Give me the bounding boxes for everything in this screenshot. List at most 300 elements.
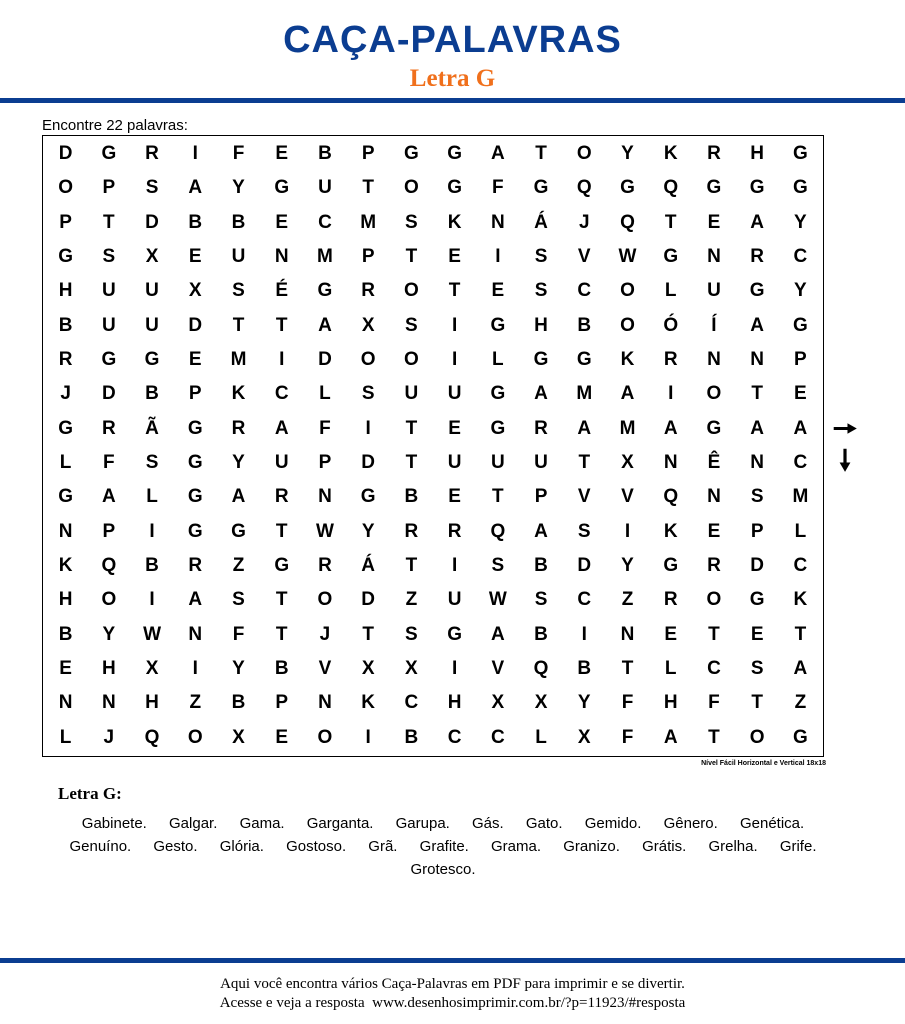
grid-cell[interactable]: N xyxy=(274,246,289,268)
grid-cell[interactable]: P xyxy=(794,349,807,371)
grid-cell[interactable]: T xyxy=(275,589,288,611)
grid-cell[interactable]: E xyxy=(448,417,461,439)
grid-cell[interactable]: G xyxy=(749,589,765,611)
grid-cell[interactable]: O xyxy=(187,726,203,748)
grid-cell[interactable]: S xyxy=(577,520,591,542)
grid-cell[interactable]: X xyxy=(491,692,505,714)
grid-cell[interactable]: R xyxy=(101,417,116,439)
grid-cell[interactable]: C xyxy=(490,726,505,748)
grid-cell[interactable]: P xyxy=(361,143,375,165)
grid-cell[interactable]: N xyxy=(620,623,635,645)
grid-cell[interactable]: K xyxy=(58,555,73,577)
grid-cell[interactable]: H xyxy=(750,143,765,165)
grid-cell[interactable]: T xyxy=(275,314,288,336)
grid-cell[interactable]: O xyxy=(360,349,376,371)
grid-cell[interactable]: G xyxy=(533,177,549,199)
grid-cell[interactable]: R xyxy=(361,280,376,302)
grid-cell[interactable]: S xyxy=(750,486,764,508)
grid-cell[interactable]: R xyxy=(707,555,721,577)
grid-cell[interactable]: T xyxy=(405,452,418,474)
grid-cell[interactable]: F xyxy=(232,623,245,645)
grid-cell[interactable]: G xyxy=(533,349,549,371)
grid-cell[interactable]: G xyxy=(317,280,333,302)
grid-cell[interactable]: G xyxy=(490,417,506,439)
grid-cell[interactable]: N xyxy=(707,486,721,508)
grid-cell[interactable]: E xyxy=(188,349,202,371)
grid-cell[interactable]: P xyxy=(275,692,289,714)
grid-cell[interactable]: U xyxy=(318,177,332,199)
grid-cell[interactable]: U xyxy=(447,383,462,405)
grid-cell[interactable]: I xyxy=(192,658,198,680)
grid-cell[interactable]: G xyxy=(447,623,462,645)
grid-cell[interactable]: F xyxy=(319,417,331,439)
grid-cell[interactable]: T xyxy=(405,555,418,577)
grid-cell[interactable]: W xyxy=(143,623,162,645)
grid-cell[interactable]: V xyxy=(577,246,591,268)
grid-cell[interactable]: K xyxy=(663,143,678,165)
grid-cell[interactable]: L xyxy=(664,280,677,302)
grid-cell[interactable]: B xyxy=(188,211,203,233)
grid-cell[interactable]: X xyxy=(361,658,375,680)
grid-cell[interactable]: S xyxy=(534,246,548,268)
grid-cell[interactable]: A xyxy=(663,417,678,439)
grid-cell[interactable]: G xyxy=(274,177,290,199)
grid-cell[interactable]: G xyxy=(706,417,722,439)
grid-cell[interactable]: I xyxy=(279,349,285,371)
grid-cell[interactable]: L xyxy=(794,520,807,542)
grid-cell[interactable]: B xyxy=(534,623,548,645)
grid-cell[interactable]: G xyxy=(620,177,635,199)
grid-cell[interactable]: R xyxy=(274,486,289,508)
grid-cell[interactable]: N xyxy=(663,452,678,474)
grid-cell[interactable]: A xyxy=(101,486,116,508)
grid-cell[interactable]: S xyxy=(534,589,548,611)
grid-cell[interactable]: X xyxy=(577,726,591,748)
grid-cell[interactable]: O xyxy=(101,589,117,611)
grid-cell[interactable]: I xyxy=(451,555,458,577)
grid-cell[interactable]: F xyxy=(103,452,115,474)
grid-cell[interactable]: U xyxy=(101,314,116,336)
grid-cell[interactable]: K xyxy=(793,589,808,611)
grid-cell[interactable]: G xyxy=(231,520,246,542)
grid-cell[interactable]: U xyxy=(534,452,548,474)
grid-cell[interactable]: G xyxy=(187,452,203,474)
grid-cell[interactable]: G xyxy=(447,177,462,199)
grid-cell[interactable]: F xyxy=(492,177,504,199)
grid-cell[interactable]: V xyxy=(577,486,591,508)
grid-cell[interactable]: H xyxy=(663,692,678,714)
grid-cell[interactable]: I xyxy=(451,349,458,371)
grid-cell[interactable]: P xyxy=(188,383,202,405)
grid-cell[interactable]: T xyxy=(708,623,720,645)
grid-cell[interactable]: T xyxy=(794,623,807,645)
grid-cell[interactable]: Y xyxy=(102,623,116,645)
grid-cell[interactable]: Q xyxy=(533,658,549,680)
grid-cell[interactable]: Z xyxy=(189,692,202,714)
grid-cell[interactable]: Ó xyxy=(663,314,679,336)
grid-cell[interactable]: X xyxy=(534,692,548,714)
grid-cell[interactable]: E xyxy=(794,383,807,405)
grid-cell[interactable]: D xyxy=(318,349,332,371)
grid-cell[interactable]: O xyxy=(403,177,419,199)
grid-cell[interactable]: Q xyxy=(101,555,117,577)
grid-cell[interactable]: F xyxy=(232,143,245,165)
grid-cell[interactable]: B xyxy=(231,211,246,233)
grid-cell[interactable]: G xyxy=(663,555,679,577)
grid-cell[interactable]: Z xyxy=(621,589,634,611)
grid-cell[interactable]: N xyxy=(58,692,73,714)
grid-cell[interactable]: S xyxy=(405,623,418,645)
grid-cell[interactable]: I xyxy=(149,520,155,542)
grid-cell[interactable]: G xyxy=(576,349,592,371)
grid-cell[interactable]: Z xyxy=(794,692,807,714)
grid-cell[interactable]: S xyxy=(232,280,245,302)
grid-cell[interactable]: R xyxy=(447,520,462,542)
grid-cell[interactable]: T xyxy=(621,658,634,680)
grid-cell[interactable]: G xyxy=(187,486,203,508)
grid-cell[interactable]: T xyxy=(232,314,245,336)
grid-cell[interactable]: A xyxy=(231,486,246,508)
grid-cell[interactable]: A xyxy=(750,314,765,336)
grid-cell[interactable]: Á xyxy=(534,211,548,233)
grid-cell[interactable]: M xyxy=(230,349,247,371)
grid-cell[interactable]: F xyxy=(708,692,720,714)
grid-cell[interactable]: I xyxy=(149,589,155,611)
grid-cell[interactable]: T xyxy=(492,486,504,508)
grid-cell[interactable]: G xyxy=(58,486,73,508)
grid-cell[interactable]: L xyxy=(492,349,504,371)
grid-cell[interactable]: H xyxy=(58,280,73,302)
grid-cell[interactable]: C xyxy=(707,658,721,680)
grid-cell[interactable]: G xyxy=(792,177,808,199)
grid-cell[interactable]: R xyxy=(750,246,765,268)
grid-cell[interactable]: Q xyxy=(663,177,679,199)
grid-cell[interactable]: B xyxy=(318,143,332,165)
grid-cell[interactable]: I xyxy=(581,623,587,645)
grid-cell[interactable]: U xyxy=(404,383,419,405)
grid-cell[interactable]: E xyxy=(750,623,764,645)
grid-cell[interactable]: S xyxy=(405,314,418,336)
grid-cell[interactable]: G xyxy=(144,349,160,371)
grid-cell[interactable]: O xyxy=(58,177,73,199)
grid-cell[interactable]: V xyxy=(318,658,332,680)
grid-cell[interactable]: S xyxy=(145,177,159,199)
grid-cell[interactable]: H xyxy=(101,658,116,680)
grid-cell[interactable]: A xyxy=(663,726,678,748)
grid-cell[interactable]: I xyxy=(365,726,371,748)
grid-cell[interactable]: O xyxy=(620,314,635,336)
grid-cell[interactable]: G xyxy=(447,143,462,165)
grid-cell[interactable]: N xyxy=(490,211,505,233)
grid-cell[interactable]: B xyxy=(145,383,159,405)
grid-cell[interactable]: F xyxy=(621,726,634,748)
grid-cell[interactable]: G xyxy=(58,417,73,439)
grid-cell[interactable]: T xyxy=(362,623,374,645)
grid-cell[interactable]: A xyxy=(793,658,808,680)
grid-cell[interactable]: D xyxy=(188,314,203,336)
grid-cell[interactable]: N xyxy=(101,692,116,714)
grid-cell[interactable]: M xyxy=(792,486,809,508)
grid-cell[interactable]: E xyxy=(275,143,289,165)
grid-cell[interactable]: T xyxy=(103,211,115,233)
grid-cell[interactable]: G xyxy=(58,246,73,268)
grid-cell[interactable]: J xyxy=(103,726,115,748)
grid-cell[interactable]: B xyxy=(274,658,289,680)
grid-cell[interactable]: F xyxy=(621,692,634,714)
grid-cell[interactable]: Y xyxy=(577,692,591,714)
grid-cell[interactable]: H xyxy=(58,589,73,611)
grid-cell[interactable]: P xyxy=(102,177,116,199)
grid-cell[interactable]: Y xyxy=(361,520,375,542)
grid-cell[interactable]: C xyxy=(793,452,808,474)
grid-cell[interactable]: U xyxy=(231,246,246,268)
grid-cell[interactable]: T xyxy=(664,211,677,233)
grid-cell[interactable]: P xyxy=(361,246,375,268)
grid-cell[interactable]: P xyxy=(59,211,72,233)
grid-cell[interactable]: Y xyxy=(621,555,634,577)
grid-cell[interactable]: S xyxy=(750,658,764,680)
grid-cell[interactable]: U xyxy=(447,452,462,474)
grid-cell[interactable]: K xyxy=(231,383,246,405)
grid-cell[interactable]: G xyxy=(792,143,808,165)
grid-cell[interactable]: G xyxy=(490,383,506,405)
grid-cell[interactable]: U xyxy=(447,589,462,611)
grid-cell[interactable]: S xyxy=(145,452,159,474)
grid-cell[interactable]: R xyxy=(318,555,332,577)
grid-cell[interactable]: D xyxy=(101,383,116,405)
grid-cell[interactable]: B xyxy=(145,555,159,577)
grid-cell[interactable]: C xyxy=(577,280,592,302)
grid-cell[interactable]: N xyxy=(188,623,203,645)
grid-cell[interactable]: U xyxy=(101,280,116,302)
grid-cell[interactable]: X xyxy=(361,314,375,336)
grid-cell[interactable]: G xyxy=(403,143,419,165)
grid-cell[interactable]: T xyxy=(535,143,547,165)
grid-cell[interactable]: G xyxy=(274,555,290,577)
grid-cell[interactable]: E xyxy=(448,486,461,508)
grid-cell[interactable]: K xyxy=(620,349,635,371)
grid-cell[interactable]: L xyxy=(146,486,158,508)
grid-cell[interactable]: Y xyxy=(621,143,634,165)
grid-cell[interactable]: A xyxy=(534,383,548,405)
grid-cell[interactable]: A xyxy=(490,143,505,165)
grid-cell[interactable]: X xyxy=(188,280,202,302)
grid-cell[interactable]: C xyxy=(274,383,289,405)
grid-cell[interactable]: W xyxy=(315,520,334,542)
grid-cell[interactable]: T xyxy=(578,452,591,474)
grid-cell[interactable]: R xyxy=(404,520,419,542)
grid-cell[interactable]: O xyxy=(403,349,419,371)
grid-cell[interactable]: K xyxy=(663,520,678,542)
grid-cell[interactable]: Q xyxy=(620,211,635,233)
grid-cell[interactable]: E xyxy=(59,658,72,680)
grid-cell[interactable]: Y xyxy=(232,452,245,474)
grid-cell[interactable]: B xyxy=(534,555,548,577)
grid-cell[interactable]: D xyxy=(750,555,765,577)
grid-cell[interactable]: Q xyxy=(576,177,592,199)
grid-cell[interactable]: J xyxy=(60,383,71,405)
grid-cell[interactable]: Y xyxy=(794,280,807,302)
grid-cell[interactable]: X xyxy=(232,726,245,748)
grid-cell[interactable]: J xyxy=(319,623,331,645)
grid-cell[interactable]: I xyxy=(451,314,458,336)
grid-cell[interactable]: E xyxy=(448,246,461,268)
grid-cell[interactable]: E xyxy=(491,280,505,302)
grid-cell[interactable]: S xyxy=(361,383,375,405)
grid-cell[interactable]: I xyxy=(624,520,631,542)
grid-cell[interactable]: R xyxy=(145,143,159,165)
grid-cell[interactable]: Ê xyxy=(707,452,721,474)
grid-cell[interactable]: J xyxy=(578,211,590,233)
grid-cell[interactable]: E xyxy=(707,520,721,542)
grid-cell[interactable]: V xyxy=(621,486,634,508)
grid-cell[interactable]: E xyxy=(188,246,202,268)
grid-cell[interactable]: R xyxy=(188,555,203,577)
grid-cell[interactable]: T xyxy=(751,692,763,714)
grid-cell[interactable]: M xyxy=(619,417,636,439)
grid-cell[interactable]: U xyxy=(490,452,505,474)
grid-cell[interactable]: I xyxy=(495,246,501,268)
grid-cell[interactable]: O xyxy=(620,280,635,302)
grid-cell[interactable]: T xyxy=(405,417,418,439)
grid-cell[interactable]: B xyxy=(404,486,419,508)
grid-cell[interactable]: Q xyxy=(490,520,506,542)
grid-cell[interactable]: G xyxy=(706,177,722,199)
grid-cell[interactable]: A xyxy=(577,417,592,439)
grid-cell[interactable]: B xyxy=(58,623,73,645)
grid-cell[interactable]: A xyxy=(188,177,203,199)
grid-cell[interactable]: C xyxy=(577,589,592,611)
grid-cell[interactable]: G xyxy=(360,486,376,508)
grid-cell[interactable]: B xyxy=(577,314,592,336)
grid-cell[interactable]: B xyxy=(231,692,246,714)
grid-cell[interactable]: E xyxy=(275,211,289,233)
grid-cell[interactable]: A xyxy=(620,383,635,405)
grid-cell[interactable]: G xyxy=(749,177,765,199)
grid-cell[interactable]: T xyxy=(448,280,461,302)
grid-cell[interactable]: W xyxy=(488,589,507,611)
grid-cell[interactable]: A xyxy=(274,417,289,439)
grid-cell[interactable]: R xyxy=(58,349,73,371)
grid-cell[interactable]: Y xyxy=(794,211,807,233)
grid-cell[interactable]: H xyxy=(534,314,548,336)
grid-cell[interactable]: O xyxy=(706,589,722,611)
grid-cell[interactable]: K xyxy=(447,211,462,233)
grid-cell[interactable]: X xyxy=(145,246,159,268)
grid-cell[interactable]: G xyxy=(792,314,808,336)
grid-cell[interactable]: C xyxy=(318,211,332,233)
grid-cell[interactable]: X xyxy=(145,658,159,680)
grid-cell[interactable]: S xyxy=(102,246,116,268)
grid-cell[interactable]: D xyxy=(145,211,159,233)
grid-cell[interactable]: A xyxy=(188,589,203,611)
grid-cell[interactable]: T xyxy=(405,246,418,268)
grid-cell[interactable]: G xyxy=(101,143,117,165)
grid-cell[interactable]: R xyxy=(707,143,721,165)
grid-cell[interactable]: G xyxy=(663,246,679,268)
grid-cell[interactable]: R xyxy=(663,349,678,371)
grid-cell[interactable]: D xyxy=(361,452,376,474)
grid-cell[interactable]: G xyxy=(792,726,808,748)
grid-cell[interactable]: R xyxy=(534,417,548,439)
grid-cell[interactable]: O xyxy=(576,143,592,165)
grid-cell[interactable]: Z xyxy=(405,589,418,611)
grid-cell[interactable]: Ã xyxy=(145,417,159,439)
grid-cell[interactable]: S xyxy=(491,555,505,577)
grid-cell[interactable]: T xyxy=(708,726,720,748)
grid-cell[interactable]: O xyxy=(749,726,765,748)
grid-cell[interactable]: K xyxy=(361,692,376,714)
grid-cell[interactable]: D xyxy=(361,589,376,611)
grid-cell[interactable]: P xyxy=(102,520,116,542)
grid-cell[interactable]: D xyxy=(58,143,73,165)
grid-cell[interactable]: O xyxy=(317,589,333,611)
grid-cell[interactable]: U xyxy=(707,280,721,302)
grid-cell[interactable]: N xyxy=(750,349,765,371)
grid-cell[interactable]: É xyxy=(275,280,289,302)
grid-cell[interactable]: P xyxy=(534,486,548,508)
grid-cell[interactable]: M xyxy=(317,246,333,268)
grid-cell[interactable]: I xyxy=(668,383,674,405)
grid-cell[interactable]: X xyxy=(621,452,634,474)
grid-cell[interactable]: Á xyxy=(361,555,376,577)
grid-cell[interactable]: I xyxy=(192,143,198,165)
grid-cell[interactable]: O xyxy=(317,726,333,748)
grid-cell[interactable]: Í xyxy=(711,314,717,336)
grid-cell[interactable]: M xyxy=(576,383,593,405)
grid-cell[interactable]: A xyxy=(750,211,765,233)
grid-cell[interactable]: Q xyxy=(144,726,160,748)
grid-cell[interactable]: U xyxy=(274,452,289,474)
grid-cell[interactable]: Q xyxy=(663,486,679,508)
grid-cell[interactable]: I xyxy=(451,658,458,680)
grid-cell[interactable]: U xyxy=(145,280,159,302)
grid-cell[interactable]: H xyxy=(447,692,462,714)
grid-cell[interactable]: A xyxy=(318,314,332,336)
grid-cell[interactable]: M xyxy=(360,211,377,233)
grid-cell[interactable]: E xyxy=(275,726,289,748)
grid-cell[interactable]: I xyxy=(365,417,371,439)
grid-cell[interactable]: Y xyxy=(232,177,245,199)
grid-cell[interactable]: T xyxy=(275,623,288,645)
grid-cell[interactable]: S xyxy=(405,211,418,233)
grid-cell[interactable]: E xyxy=(707,211,721,233)
grid-cell[interactable]: W xyxy=(618,246,637,268)
grid-cell[interactable]: D xyxy=(577,555,592,577)
grid-cell[interactable]: U xyxy=(145,314,159,336)
grid-cell[interactable]: S xyxy=(232,589,245,611)
grid-cell[interactable]: N xyxy=(318,486,332,508)
grid-cell[interactable]: G xyxy=(187,417,203,439)
grid-cell[interactable]: X xyxy=(405,658,418,680)
grid-cell[interactable]: A xyxy=(793,417,808,439)
grid-cell[interactable]: N xyxy=(707,246,721,268)
grid-cell[interactable]: B xyxy=(58,314,73,336)
grid-cell[interactable]: C xyxy=(793,246,808,268)
grid-cell[interactable]: P xyxy=(750,520,764,542)
grid-cell[interactable]: S xyxy=(534,280,548,302)
grid-cell[interactable]: O xyxy=(403,280,419,302)
grid-cell[interactable]: L xyxy=(319,383,331,405)
grid-cell[interactable]: T xyxy=(275,520,288,542)
grid-cell[interactable]: C xyxy=(793,555,808,577)
grid-cell[interactable]: G xyxy=(490,314,506,336)
grid-cell[interactable]: R xyxy=(231,417,246,439)
grid-cell[interactable]: G xyxy=(749,280,765,302)
grid-cell[interactable]: A xyxy=(750,417,765,439)
grid-cell[interactable]: P xyxy=(318,452,332,474)
grid-cell[interactable]: B xyxy=(404,726,419,748)
